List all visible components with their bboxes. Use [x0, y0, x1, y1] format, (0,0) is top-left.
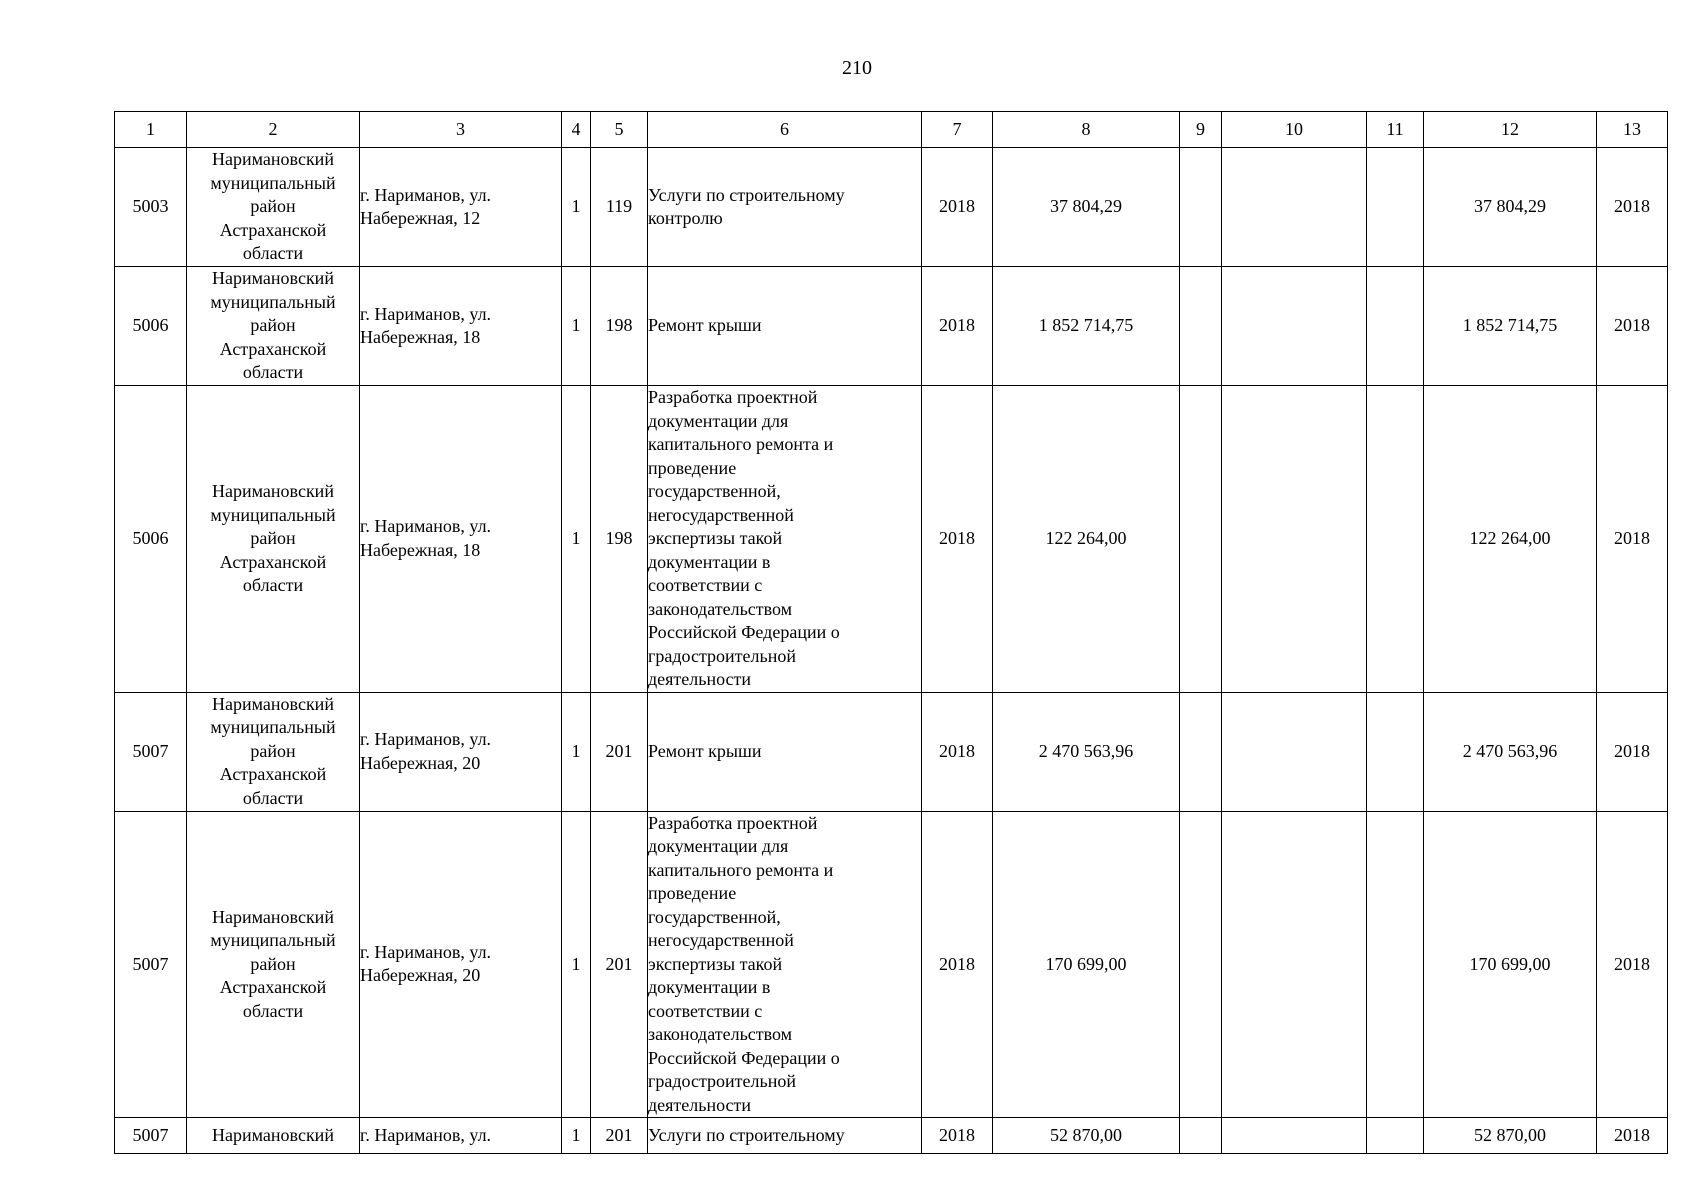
work-type-cell: Ремонт крыши: [648, 692, 922, 811]
column-9-cell: [1180, 811, 1222, 1118]
amount-cell: 122 264,00: [993, 386, 1180, 693]
year-cell: 2018: [922, 811, 993, 1118]
address-cell: г. Нариманов, ул.: [360, 1118, 562, 1154]
column-header: 12: [1424, 112, 1597, 148]
column-9-cell: [1180, 692, 1222, 811]
column-10-cell: [1222, 811, 1367, 1118]
column-5-cell: 201: [591, 811, 648, 1118]
column-5-cell: 198: [591, 386, 648, 693]
table-row: [115, 811, 1668, 1118]
table-row: [115, 267, 1668, 386]
row-number-cell: 5003: [115, 148, 187, 267]
column-10-cell: [1222, 267, 1367, 386]
column-header: 2: [187, 112, 360, 148]
column-11-cell: [1367, 267, 1424, 386]
column-header: 4: [562, 112, 591, 148]
address-cell: г. Нариманов, ул. Набережная, 18: [360, 386, 562, 693]
work-type-cell: Разработка проектной документации для капитального ремонта и проведение государственной, негосударственной экспертизы такой документации в соответствии с законодательством Российской Федерации о градостроительной деятельности: [648, 386, 922, 693]
amount-cell: 37 804,29: [993, 148, 1180, 267]
column-4-cell: 1: [562, 386, 591, 693]
column-4-cell: 1: [562, 692, 591, 811]
header-row: [115, 112, 1668, 148]
page-number: 210: [842, 57, 872, 79]
column-10-cell: [1222, 1118, 1367, 1154]
year-cell: 2018: [922, 692, 993, 811]
column-4-cell: 1: [562, 148, 591, 267]
amount-cell: 52 870,00: [993, 1118, 1180, 1154]
column-5-cell: 201: [591, 692, 648, 811]
end-year-cell: 2018: [1597, 811, 1668, 1118]
table-row: [115, 386, 1668, 693]
row-number-cell: 5007: [115, 811, 187, 1118]
end-year-cell: 2018: [1597, 692, 1668, 811]
total-amount-cell: 170 699,00: [1424, 811, 1597, 1118]
column-9-cell: [1180, 267, 1222, 386]
region-cell: Наримановский муниципальный район Астраханской области: [187, 267, 360, 386]
column-4-cell: 1: [562, 267, 591, 386]
total-amount-cell: 122 264,00: [1424, 386, 1597, 693]
column-header: 11: [1367, 112, 1424, 148]
column-header: 7: [922, 112, 993, 148]
amount-cell: 170 699,00: [993, 811, 1180, 1118]
end-year-cell: 2018: [1597, 386, 1668, 693]
region-cell: Наримановский муниципальный район Астраханской области: [187, 386, 360, 693]
table-row: [115, 148, 1668, 267]
column-header: 13: [1597, 112, 1668, 148]
row-number-cell: 5007: [115, 1118, 187, 1154]
column-9-cell: [1180, 148, 1222, 267]
column-header: 1: [115, 112, 187, 148]
work-type-cell: Разработка проектной документации для капитального ремонта и проведение государственной, негосударственной экспертизы такой документации в соответствии с законодательством Российской Федерации о градостроительной деятельности: [648, 811, 922, 1118]
column-11-cell: [1367, 148, 1424, 267]
column-header: 8: [993, 112, 1180, 148]
total-amount-cell: 37 804,29: [1424, 148, 1597, 267]
table-row: [115, 1118, 1668, 1154]
amount-cell: 1 852 714,75: [993, 267, 1180, 386]
total-amount-cell: 52 870,00: [1424, 1118, 1597, 1154]
row-number-cell: 5006: [115, 386, 187, 693]
column-header: 3: [360, 112, 562, 148]
year-cell: 2018: [922, 386, 993, 693]
region-cell: Наримановский муниципальный район Астраханской области: [187, 148, 360, 267]
row-number-cell: 5006: [115, 267, 187, 386]
column-header: 9: [1180, 112, 1222, 148]
column-header: 10: [1222, 112, 1367, 148]
year-cell: 2018: [922, 148, 993, 267]
work-type-cell: Услуги по строительному контролю: [648, 148, 922, 267]
column-header: 6: [648, 112, 922, 148]
address-cell: г. Нариманов, ул. Набережная, 20: [360, 811, 562, 1118]
work-type-cell: Ремонт крыши: [648, 267, 922, 386]
column-11-cell: [1367, 1118, 1424, 1154]
total-amount-cell: 1 852 714,75: [1424, 267, 1597, 386]
works-table: [114, 111, 1668, 1154]
table-row: [115, 692, 1668, 811]
amount-cell: 2 470 563,96: [993, 692, 1180, 811]
column-header: 5: [591, 112, 648, 148]
end-year-cell: 2018: [1597, 267, 1668, 386]
column-5-cell: 198: [591, 267, 648, 386]
end-year-cell: 2018: [1597, 148, 1668, 267]
region-cell: Наримановский муниципальный район Астраханской области: [187, 692, 360, 811]
year-cell: 2018: [922, 267, 993, 386]
column-9-cell: [1180, 1118, 1222, 1154]
column-4-cell: 1: [562, 1118, 591, 1154]
region-cell: Наримановский: [187, 1118, 360, 1154]
year-cell: 2018: [922, 1118, 993, 1154]
column-10-cell: [1222, 148, 1367, 267]
total-amount-cell: 2 470 563,96: [1424, 692, 1597, 811]
column-5-cell: 201: [591, 1118, 648, 1154]
column-9-cell: [1180, 386, 1222, 693]
address-cell: г. Нариманов, ул. Набережная, 20: [360, 692, 562, 811]
column-11-cell: [1367, 386, 1424, 693]
work-type-cell: Услуги по строительному: [648, 1118, 922, 1154]
column-4-cell: 1: [562, 811, 591, 1118]
column-5-cell: 119: [591, 148, 648, 267]
address-cell: г. Нариманов, ул. Набережная, 18: [360, 267, 562, 386]
column-10-cell: [1222, 692, 1367, 811]
region-cell: Наримановский муниципальный район Астраханской области: [187, 811, 360, 1118]
row-number-cell: 5007: [115, 692, 187, 811]
column-11-cell: [1367, 811, 1424, 1118]
column-11-cell: [1367, 692, 1424, 811]
end-year-cell: 2018: [1597, 1118, 1668, 1154]
column-10-cell: [1222, 386, 1367, 693]
address-cell: г. Нариманов, ул. Набережная, 12: [360, 148, 562, 267]
